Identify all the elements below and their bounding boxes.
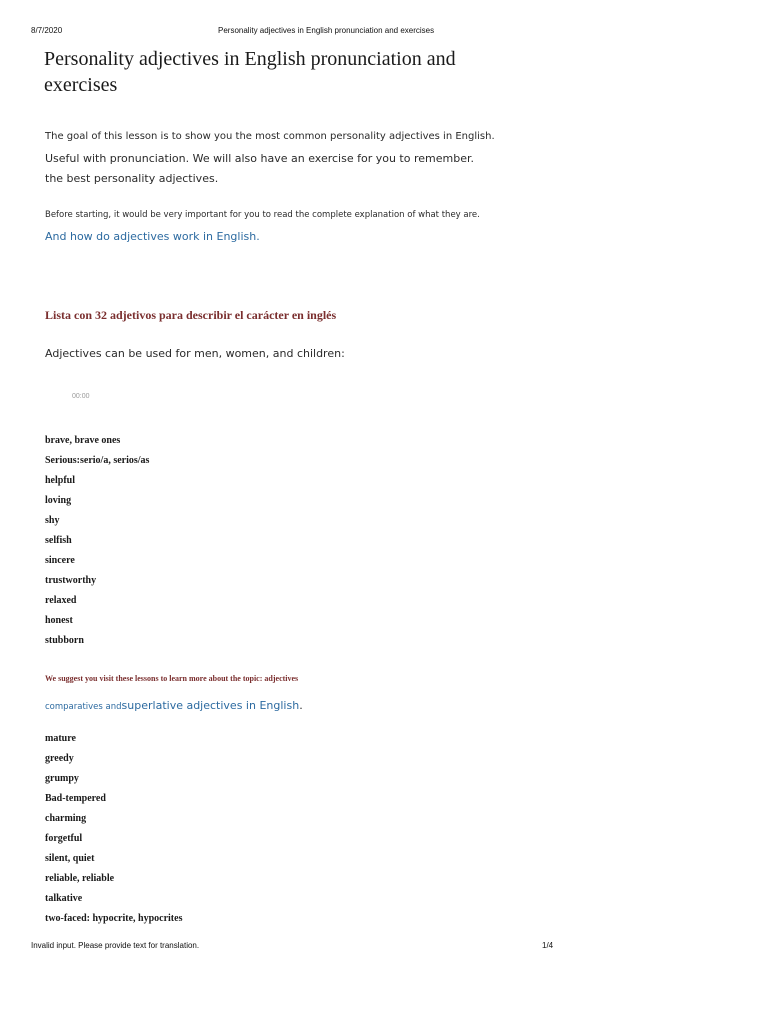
page-number: 1/4 bbox=[542, 941, 554, 950]
page-title: Personality adjectives in English pronunciation and exercises bbox=[44, 48, 456, 96]
related-lessons-line bbox=[45, 694, 303, 713]
list-item: helpful bbox=[45, 475, 76, 486]
list-item: loving bbox=[45, 495, 72, 506]
list-item: forgetful bbox=[45, 833, 83, 844]
list-item: relaxed bbox=[45, 595, 77, 606]
list-item: selfish bbox=[45, 535, 72, 546]
list-item: sincere bbox=[45, 555, 75, 566]
list-item: charming bbox=[45, 813, 87, 824]
suggest-lessons-text: We suggest you visit these lessons to learn more about the topic: adjectives bbox=[45, 674, 299, 683]
print-footer-text: Invalid input. Please provide text for translation. bbox=[31, 941, 200, 950]
list-item: Serious:serio/a, serios/as bbox=[45, 455, 150, 466]
intro-paragraph-1: The goal of this lesson is to show you the most common personality adjectives in English. bbox=[45, 131, 495, 142]
print-date: 8/7/2020 bbox=[31, 26, 63, 35]
list-item: Bad-tempered bbox=[45, 793, 106, 804]
list-item: brave, brave ones bbox=[45, 435, 121, 446]
list-item: mature bbox=[45, 733, 76, 744]
list-item: shy bbox=[45, 515, 60, 526]
comparatives-link[interactable]: comparatives and bbox=[45, 702, 122, 712]
before-starting-text: Before starting, it would be very important for you to read the complete explanation of what they are. bbox=[45, 210, 480, 220]
audio-player-time[interactable]: 00:00 bbox=[72, 393, 90, 400]
list-item: silent, quiet bbox=[45, 853, 95, 864]
print-header-title: Personality adjectives in English pronunciation and exercises bbox=[218, 26, 435, 35]
list-item: honest bbox=[45, 615, 73, 626]
intro-paragraph-2: Useful with pronunciation. We will also have an exercise for you to remember. bbox=[45, 152, 474, 165]
list-item: two-faced: hypocrite, hypocrites bbox=[45, 913, 183, 924]
superlative-adjectives-link[interactable]: superlative adjectives in English bbox=[121, 699, 300, 712]
list-item: stubborn bbox=[45, 635, 84, 646]
list-item: reliable, reliable bbox=[45, 873, 115, 884]
list-item: grumpy bbox=[45, 773, 79, 784]
how-adjectives-work-link[interactable]: And how do adjectives work in English. bbox=[45, 230, 260, 243]
adjective-list-2 bbox=[45, 729, 182, 929]
how-adjectives-work-line bbox=[45, 230, 260, 243]
section-subheading: Lista con 32 adjetivos para describir el carácter en inglés bbox=[45, 308, 337, 322]
adjective-list-1 bbox=[45, 431, 149, 651]
adjectives-usage-text: Adjectives can be used for men, women, and children: bbox=[45, 347, 345, 360]
list-item: talkative bbox=[45, 893, 83, 904]
intro-paragraph-3: the best personality adjectives. bbox=[45, 172, 219, 185]
list-item: trustworthy bbox=[45, 575, 97, 586]
list-item: greedy bbox=[45, 753, 74, 764]
sentence-period: . bbox=[299, 699, 303, 712]
